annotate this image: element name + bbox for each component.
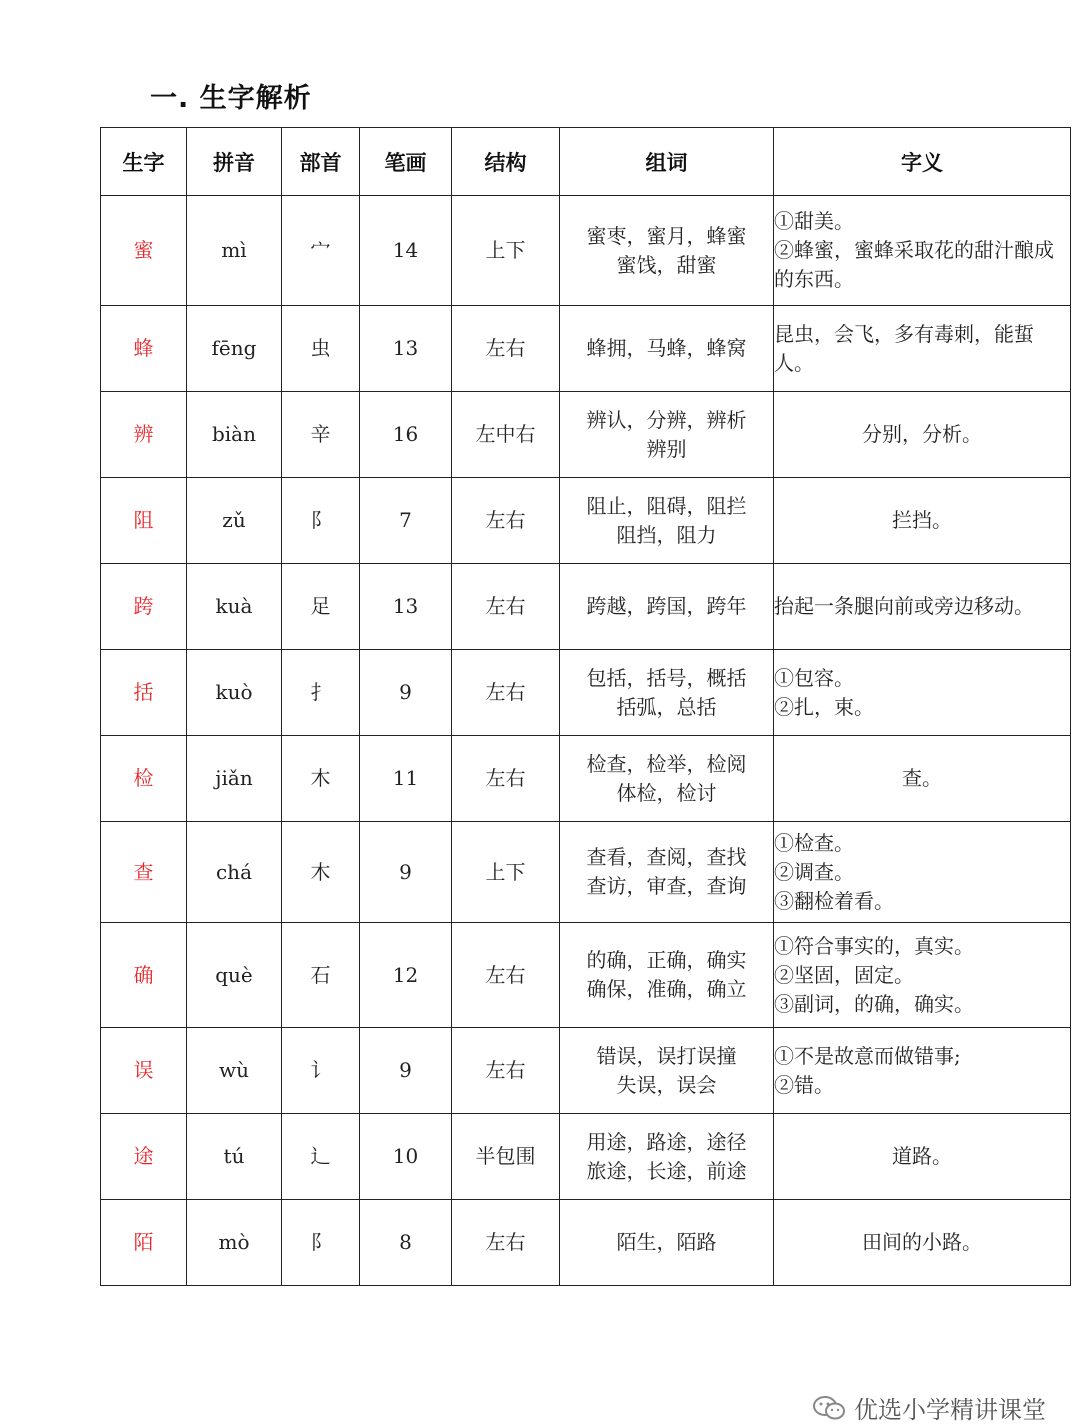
radical-cell: 足 [282, 564, 360, 650]
radical-cell: 石 [282, 923, 360, 1028]
wechat-icon [812, 1395, 846, 1421]
char-cell: 括 [101, 650, 187, 736]
word-line: 辨认，分辨，辨析 [586, 407, 747, 432]
char-cell: 检 [101, 736, 187, 822]
char-cell: 蜂 [101, 306, 187, 392]
char-cell: 查 [101, 822, 187, 923]
radical-cell: 扌 [282, 650, 360, 736]
words-cell [560, 196, 774, 306]
radical-cell: 辛 [282, 392, 360, 478]
words-cell [560, 1114, 774, 1200]
word-line: 蜜枣，蜜月，蜂蜜 [586, 223, 747, 248]
words-cell [560, 822, 774, 923]
pinyin-cell: mò [187, 1200, 282, 1286]
structure-cell: 半包围 [452, 1114, 560, 1200]
meaning-line: 田间的小路。 [862, 1230, 982, 1254]
structure-cell: 左右 [452, 1028, 560, 1114]
table-header-row [101, 128, 1071, 196]
meaning-line: ②调查。 [774, 859, 854, 884]
meaning-line: ③副词，的确，确实。 [774, 991, 974, 1016]
char-cell: 蜜 [101, 196, 187, 306]
watermark-text: 优选小学精讲课堂 [854, 1396, 1046, 1424]
table-row [101, 392, 1071, 478]
meaning-line: 道路。 [892, 1144, 952, 1168]
char-cell: 途 [101, 1114, 187, 1200]
char-cell: 确 [101, 923, 187, 1028]
header-char: 生字 [101, 128, 187, 196]
word-line: 体检，检讨 [616, 780, 717, 805]
strokes-cell: 9 [360, 822, 452, 923]
meaning-cell [774, 923, 1071, 1028]
radical-cell: 阝 [282, 478, 360, 564]
header-words: 组词 [560, 128, 774, 196]
table-row [101, 306, 1071, 392]
pinyin-cell: jiǎn [187, 736, 282, 822]
meaning-cell [774, 1200, 1071, 1286]
words-cell [560, 392, 774, 478]
radical-cell: 阝 [282, 1200, 360, 1286]
vocabulary-table [100, 127, 1071, 1286]
structure-cell: 左右 [452, 1200, 560, 1286]
header-pinyin: 拼音 [187, 128, 282, 196]
words-cell [560, 650, 774, 736]
word-line: 括弧，总括 [616, 694, 717, 719]
words-cell [560, 478, 774, 564]
structure-cell: 左右 [452, 306, 560, 392]
meaning-cell [774, 736, 1071, 822]
meaning-cell [774, 1114, 1071, 1200]
meaning-cell [774, 1028, 1071, 1114]
meaning-line: 昆虫，会飞，多有毒刺，能蜇人。 [774, 321, 1034, 375]
structure-cell: 左右 [452, 564, 560, 650]
header-strokes: 笔画 [360, 128, 452, 196]
meaning-cell [774, 478, 1071, 564]
watermark [812, 1390, 1046, 1425]
header-radical: 部首 [282, 128, 360, 196]
structure-cell: 左中右 [452, 392, 560, 478]
table-row [101, 736, 1071, 822]
section-title: 一. 生字解析 [150, 83, 312, 114]
pinyin-cell: biàn [187, 392, 282, 478]
meaning-line: ②坚固，固定。 [774, 962, 914, 987]
meaning-cell [774, 650, 1071, 736]
strokes-cell: 9 [360, 650, 452, 736]
meaning-line: 抬起一条腿向前或旁边移动。 [774, 594, 1034, 618]
table-row [101, 650, 1071, 736]
word-line: 查看，查阅，查找 [586, 845, 747, 869]
pinyin-cell: fēng [187, 306, 282, 392]
pinyin-cell: zǔ [187, 478, 282, 564]
structure-cell: 上下 [452, 822, 560, 923]
strokes-cell: 16 [360, 392, 452, 478]
structure-cell: 左右 [452, 736, 560, 822]
table-row [101, 196, 1071, 306]
word-line: 蜂拥，马蜂，蜂窝 [586, 336, 747, 360]
word-line: 阻止，阻碍，阻拦 [586, 493, 747, 518]
table-row [101, 1114, 1071, 1200]
words-cell [560, 923, 774, 1028]
strokes-cell: 7 [360, 478, 452, 564]
table-row [101, 478, 1071, 564]
word-line: 阻挡，阻力 [616, 522, 717, 547]
char-cell: 辨 [101, 392, 187, 478]
radical-cell: 讠 [282, 1028, 360, 1114]
radical-cell: 宀 [282, 196, 360, 306]
meaning-line: 查。 [902, 766, 942, 790]
strokes-cell: 12 [360, 923, 452, 1028]
meaning-cell [774, 822, 1071, 923]
pinyin-cell: kuà [187, 564, 282, 650]
table-row [101, 1028, 1071, 1114]
pinyin-cell: mì [187, 196, 282, 306]
meaning-line: ①不是故意而做错事; [774, 1043, 961, 1068]
meaning-cell [774, 564, 1071, 650]
table-row [101, 923, 1071, 1028]
pinyin-cell: wù [187, 1028, 282, 1114]
meaning-cell [774, 306, 1071, 392]
meaning-cell [774, 392, 1071, 478]
meaning-line: 分别，分析。 [862, 422, 982, 446]
word-line: 辨别 [646, 436, 687, 461]
strokes-cell: 13 [360, 564, 452, 650]
meaning-line: ①检查。 [774, 830, 854, 855]
words-cell [560, 306, 774, 392]
radical-cell: 木 [282, 822, 360, 923]
radical-cell: 木 [282, 736, 360, 822]
word-line: 跨越，跨国，跨年 [586, 594, 747, 618]
strokes-cell: 11 [360, 736, 452, 822]
header-structure: 结构 [452, 128, 560, 196]
meaning-line: ①符合事实的，真实。 [774, 933, 974, 958]
word-line: 的确，正确，确实 [586, 948, 747, 972]
word-line: 检查，检举，检阅 [586, 751, 747, 776]
word-line: 陌生，陌路 [616, 1230, 717, 1254]
word-line: 失误，误会 [616, 1072, 717, 1097]
structure-cell: 左右 [452, 478, 560, 564]
structure-cell: 左右 [452, 923, 560, 1028]
words-cell [560, 736, 774, 822]
words-cell [560, 564, 774, 650]
meaning-line: ③翻检着看。 [774, 888, 894, 913]
meaning-line: ②错。 [774, 1072, 834, 1097]
radical-cell: 辶 [282, 1114, 360, 1200]
meaning-line: ①甜美。 [774, 209, 854, 233]
pinyin-cell: chá [187, 822, 282, 923]
word-line: 错误，误打误撞 [596, 1043, 737, 1068]
meaning-line: ①包容。 [774, 665, 854, 690]
char-cell: 跨 [101, 564, 187, 650]
word-line: 查访，审查，查询 [586, 874, 747, 898]
char-cell: 误 [101, 1028, 187, 1114]
structure-cell: 上下 [452, 196, 560, 306]
radical-cell: 虫 [282, 306, 360, 392]
words-cell [560, 1200, 774, 1286]
word-line: 旅途，长途，前途 [586, 1158, 747, 1183]
char-cell: 阻 [101, 478, 187, 564]
meaning-line: 拦挡。 [892, 508, 952, 532]
meaning-cell [774, 196, 1071, 306]
meaning-line: ②蜂蜜，蜜蜂采取花的甜汁酿成的东西。 [774, 238, 1054, 291]
pinyin-cell: tú [187, 1114, 282, 1200]
word-line: 确保，准确，确立 [586, 977, 747, 1001]
pinyin-cell: kuò [187, 650, 282, 736]
meaning-line: ②扎，束。 [774, 694, 874, 719]
strokes-cell: 10 [360, 1114, 452, 1200]
word-line: 包括，括号，概括 [586, 665, 747, 690]
header-meaning: 字义 [774, 128, 1071, 196]
table-row [101, 564, 1071, 650]
table-row [101, 822, 1071, 923]
pinyin-cell: què [187, 923, 282, 1028]
word-line: 蜜饯，甜蜜 [616, 252, 717, 277]
strokes-cell: 8 [360, 1200, 452, 1286]
words-cell [560, 1028, 774, 1114]
structure-cell: 左右 [452, 650, 560, 736]
strokes-cell: 13 [360, 306, 452, 392]
table-row [101, 1200, 1071, 1286]
char-cell: 陌 [101, 1200, 187, 1286]
strokes-cell: 14 [360, 196, 452, 306]
word-line: 用途，路途，途径 [586, 1129, 747, 1154]
strokes-cell: 9 [360, 1028, 452, 1114]
